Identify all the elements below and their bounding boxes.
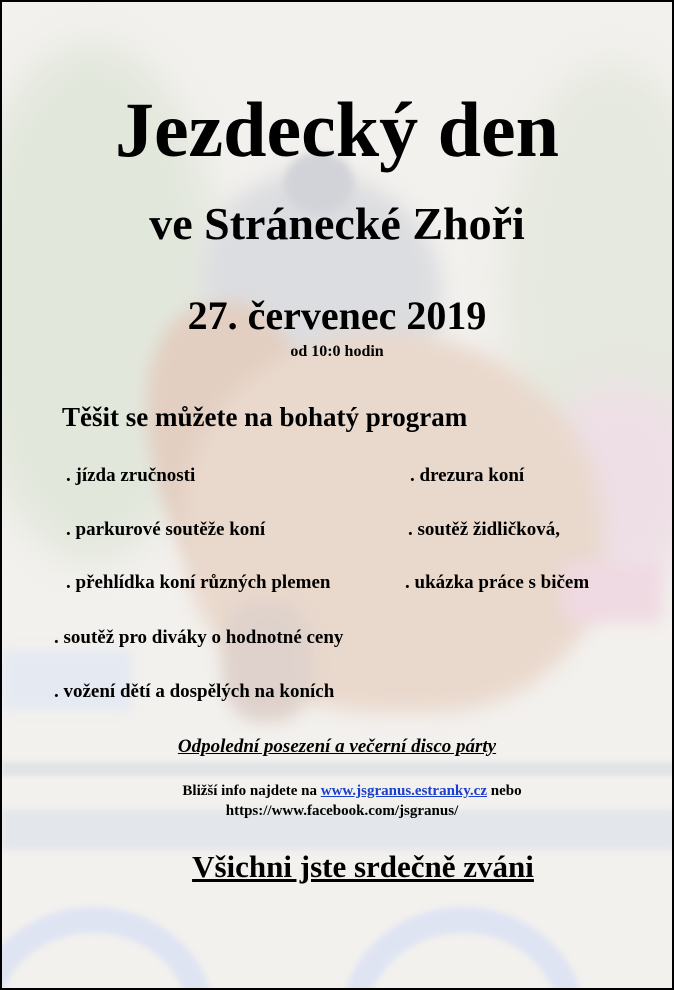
facebook-url: https://www.facebook.com/jsgranus/ bbox=[225, 803, 459, 819]
program-item-dressage: . drezura koní bbox=[410, 465, 525, 486]
afternoon-party: Odpolední posezení a večerní disco párty bbox=[177, 736, 497, 757]
program-item-breed-show: . přehlídka koní různých plemen bbox=[66, 572, 331, 593]
program-item-chair-game: . soutěž židličková, bbox=[408, 519, 560, 540]
program-item-audience-contest: . soutěž pro diváky o hodnotné ceny bbox=[54, 627, 344, 648]
poster-subtitle: ve Stránecké Zhoři bbox=[149, 198, 525, 249]
info-prefix: Bližší info najdete na bbox=[182, 783, 317, 799]
program-item-riding-skills: . jízda zručnosti bbox=[66, 465, 196, 486]
event-time: od 10:0 hodin bbox=[290, 343, 384, 360]
poster-title: Jezdecký den bbox=[114, 86, 560, 173]
program-item-show-jumping: . parkurové soutěže koní bbox=[66, 519, 266, 540]
program-item-pony-rides: . vožení dětí a dospělých na koních bbox=[54, 681, 335, 702]
program-item-whip-demo: . ukázka práce s bičem bbox=[405, 572, 590, 593]
info-suffix: nebo bbox=[490, 783, 522, 799]
poster-content bbox=[2, 2, 672, 988]
info-line bbox=[2, 781, 674, 801]
invitation: Všichni jste srdečně zváni bbox=[192, 849, 534, 884]
website-link[interactable]: www.jsgranus.estranky.cz bbox=[320, 783, 487, 799]
program-heading: Těšit se můžete na bohatý program bbox=[62, 402, 468, 432]
event-date: 27. červenec 2019 bbox=[187, 293, 487, 338]
